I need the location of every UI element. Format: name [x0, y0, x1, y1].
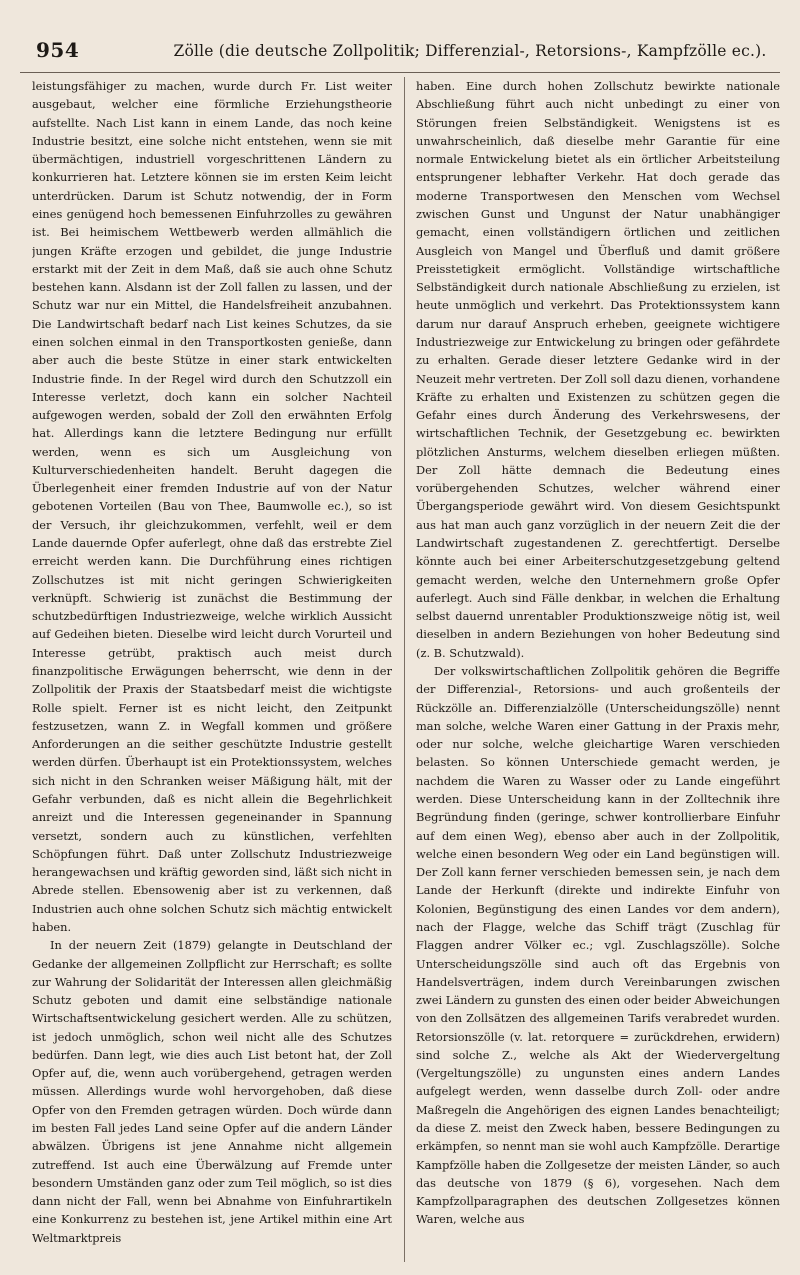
page-number: 954 — [36, 38, 80, 62]
column-divider — [404, 77, 405, 1262]
right-paragraph-2: Der volkswirtschaftlichen Zollpolitik gehören die Begriffe der Differenzial-, Retorsions- und auch großenteils der Rückzölle an. Differenzialzölle (Unterscheidungszölle) nennt man solche, welche Waren einer Gattung in der Praxis mehr, oder nur solche, welche gleichartige Waren verschieden belasten. So können Unterschiede gemacht werden, je nachdem die Waren zu Wasser oder zu Lande eingeführt werden. Diese Unterscheidung kann in der Zolltechnik ihre Begründung finden (geringe, schwer kontrollierbare Einfuhr auf dem einen Weg), ebenso aber auch in der Zollpolitik, welche einen besondern Weg oder ein Land begünstigen will. Der Zoll kann ferner verschieden bemessen sein, je nach dem Lande der Herkunft (direkte und indirekte Einfuhr von Kolonien, Begünstigung des einen Landes vor dem andern), nach der Flagge, welche das Schiff trägt (Zuschlag für Flaggen andrer Völker ec.; vgl. Zuschlagszölle). Solche Unterscheidungszölle sind auch oft das Ergebnis von Handelsverträgen, indem durch Vereinbarungen zwischen zwei Ländern zu gunsten des einen oder beider Abweichungen von den Zollsätzen des allgemeinen Tarifs verabredet wurden. Retorsionszölle (v. lat. retorquere = zurückdrehen, erwidern) sind solche Z., welche als Akt der Wiedervergeltung (Vergeltungszölle) zu ungunsten eines andern Landes aufgelegt werden, wenn dasselbe durch Zoll- oder andre Maßregeln die Angehörigen des eignen Landes benachteiligt; da diese Z. meist den Zweck haben, bessere Bedingungen zu erkämpfen, so nennt man sie wohl auch Kampfzölle. Derartige Kampfzölle haben die Zollgesetze der meisten Länder, so auch das deutsche von 1879 (§ 6), vorgesehen. Nach dem Kampfzollparagraphen des deutschen Zollgesetzes können Waren, welche aus — [416, 664, 780, 1227]
running-head: Zölle (die deutsche Zollpolitik; Differenzial-, Retorsions-, Kampfzölle ec.). — [173, 42, 767, 60]
right-paragraph-1: haben. Eine durch hohen Zollschutz bewirkte nationale Abschließung führt auch nicht unbedingt zu einer von Störungen freien Selbständigkeit. Wenigstens ist es unwahrscheinlich, daß dieselbe mehr Garantie für eine normale Entwickelung bietet als ein örtlicher Arbeitsteilung entsprungener lebhafter Verkehr. Hat doch gerade das moderne Transportwesen den Menschen vom Wechsel zwischen Gunst und Ungunst der Natur unabhängiger gemacht, einen vollständigern örtlichen und zeitlichen Ausgleich von Mangel und Überfluß und damit größere Preisstetigkeit ermöglicht. Vollständige wirtschaftliche Selbständigkeit durch nationale Abschließung zu erzielen, ist heute unmöglich und verkehrt. Das Protektionssystem kann darum nur darauf Anspruch erheben, geeignete wichtigere Industriezweige zur Entwickelung zu bringen oder gefährdete zu erhalten. Gerade dieser letztere Gedanke wird in der Neuzeit mehr vertreten. Der Zoll soll dazu dienen, vorhandene Kräfte zu erhalten und Existenzen zu schützen gegen die Gefahr eines durch Änderung des Verkehrswesens, der wirtschaftlichen Technik, der Gesetzgebung ec. bewirkten plötzlichen Ansturms, welchem dieselben erliegen müßten. Der Zoll hätte demnach die Bedeutung eines vorübergehenden Schutzes, welcher während einer Übergangsperiode gewährt wird. Von diesem Gesichtspunkt aus hat man auch ganz vorzüglich in der neuern Zeit die der Landwirtschaft zugestandenen Z. gerechtfertigt. Derselbe könnte auch bei einer Arbeiterschutzgesetzgebung geltend gemacht werden, welche den Unternehmern große Opfer auferlegt. Auch sind Fälle denkbar, in welchen die Erhaltung selbst dauernd unrentabler Produktionszweige nötig ist, weil dieselben in andern Beziehungen von hoher Bedeutung sind (z. B. Schutzwald). — [416, 79, 780, 660]
left-paragraph-2: In der neuern Zeit (1879) gelangte in Deutschland der Gedanke der allgemeinen Zollpflicht zur Herrschaft; es sollte zur Wahrung der Solidarität der Interessen allen gleichmäßig Schutz geboten und damit eine selbständige nationale Wirtschaftsentwickelung gesichert werden. Alle zu schützen, ist jedoch unmöglich, schon weil nicht alle des Schutzes bedürfen. Dann legt, wie dies auch List betont hat, der Zoll Opfer auf, die, wenn auch vorübergehend, getragen werden müssen. Allerdings wurde wohl hervorgehoben, daß diese Opfer von den Fremden getragen würden. Doch würde dann im besten Fall jedes Land seine Opfer auf die andern Länder abwälzen. Übrigens ist jene Annahme nicht allgemein zutreffend. Ist auch eine Überwälzung auf Fremde unter besondern Umständen ganz oder zum Teil möglich, so ist dies dann nicht der Fall, wenn bei Abnahme von Einfuhrartikeln eine Konkurrenz zu bestehen ist, jene Artikel mithin eine Art Weltmarktpreis — [32, 938, 392, 1245]
right-column — [416, 77, 780, 1262]
left-column — [32, 77, 392, 1262]
page-header — [20, 32, 780, 73]
left-paragraph-1: leistungsfähiger zu machen, wurde durch Fr. List weiter ausgebaut, welcher eine förmliche Erziehungstheorie aufstellte. Nach List kann in einem Lande, das noch keine Industrie besitzt, eine solche nicht entstehen, wenn sie mit übermächtigen, industriell vorgeschrittenen Ländern zu konkurrieren hat. Letztere können sie im ersten Keim leicht unterdrücken. Darum ist Schutz notwendig, der in Form eines genügend hoch bemessenen Einfuhrzolles zu gewähren ist. Bei heimischem Wettbewerb werden allmählich die jungen Kräfte erzogen und gebildet, die junge Industrie erstarkt mit der Zeit in dem Maß, daß sie auch ohne Schutz bestehen kann. Alsdann ist der Zoll fallen zu lassen, und der Schutz war nur ein Mittel, die Handelsfreiheit anzubahnen. Die Landwirtschaft bedarf nach List keines Schutzes, da sie einen solchen einmal in den Transportkosten genieße, dann aber auch die beste Stütze in einer stark entwickelten Industrie finde. In der Regel wird durch den Schutzzoll ein Interesse verletzt, doch kann ein solcher Nachteil aufgewogen werden, sobald der Zoll den erwähnten Erfolg hat. Allerdings kann die letztere Bedingung nur erfüllt werden, wenn es sich um Ausgleichung von Kulturverschiedenheiten handelt. Beruht dagegen die Überlegenheit einer fremden Industrie auf von der Natur gebotenen Vorteilen (Bau von Thee, Baumwolle ec.), so ist der Versuch, ihr gleichzukommen, verfehlt, weil er dem Lande dauernde Opfer auferlegt, ohne daß das erstrebte Ziel erreicht werden kann. Die Durchführung eines richtigen Zollschutzes ist mit nicht geringen Schwierigkeiten verknüpft. Schwierig ist zunächst die Bestimmung der schutzbedürftigen Industriezweige, welche wirklich Aussicht auf Gedeihen bieten. Dieselbe wird leicht durch Vorurteil und Interesse getrübt, praktisch auch meist durch finanzpolitische Erwägungen beherrscht, wie denn in der Zollpolitik der Praxis der Staatsbedarf meist die wichtigste Rolle spielt. Ferner ist es nicht leicht, den Zeitpunkt festzusetzen, wann Z. in Wegfall kommen und größere Anforderungen an die seither geschützte Industrie gestellt werden dürfen. Überhaupt ist ein Protektionssystem, welches sich nicht in den Schranken weiser Mäßigung hält, mit der Gefahr verbunden, daß es nicht allein die Begehrlichkeit anreizt und die Interessen gegeneinander in Spannung versetzt, sondern auch zu künstlichen, verfehlten Schöpfungen führt. Daß unter Zollschutz Industriezweige herangewachsen und kräftig geworden sind, läßt sich nicht in Abrede stellen. Ebensowenig aber ist zu verkennen, daß Industrien auch ohne solchen Schutz sich mächtig entwickelt haben. — [32, 79, 392, 934]
